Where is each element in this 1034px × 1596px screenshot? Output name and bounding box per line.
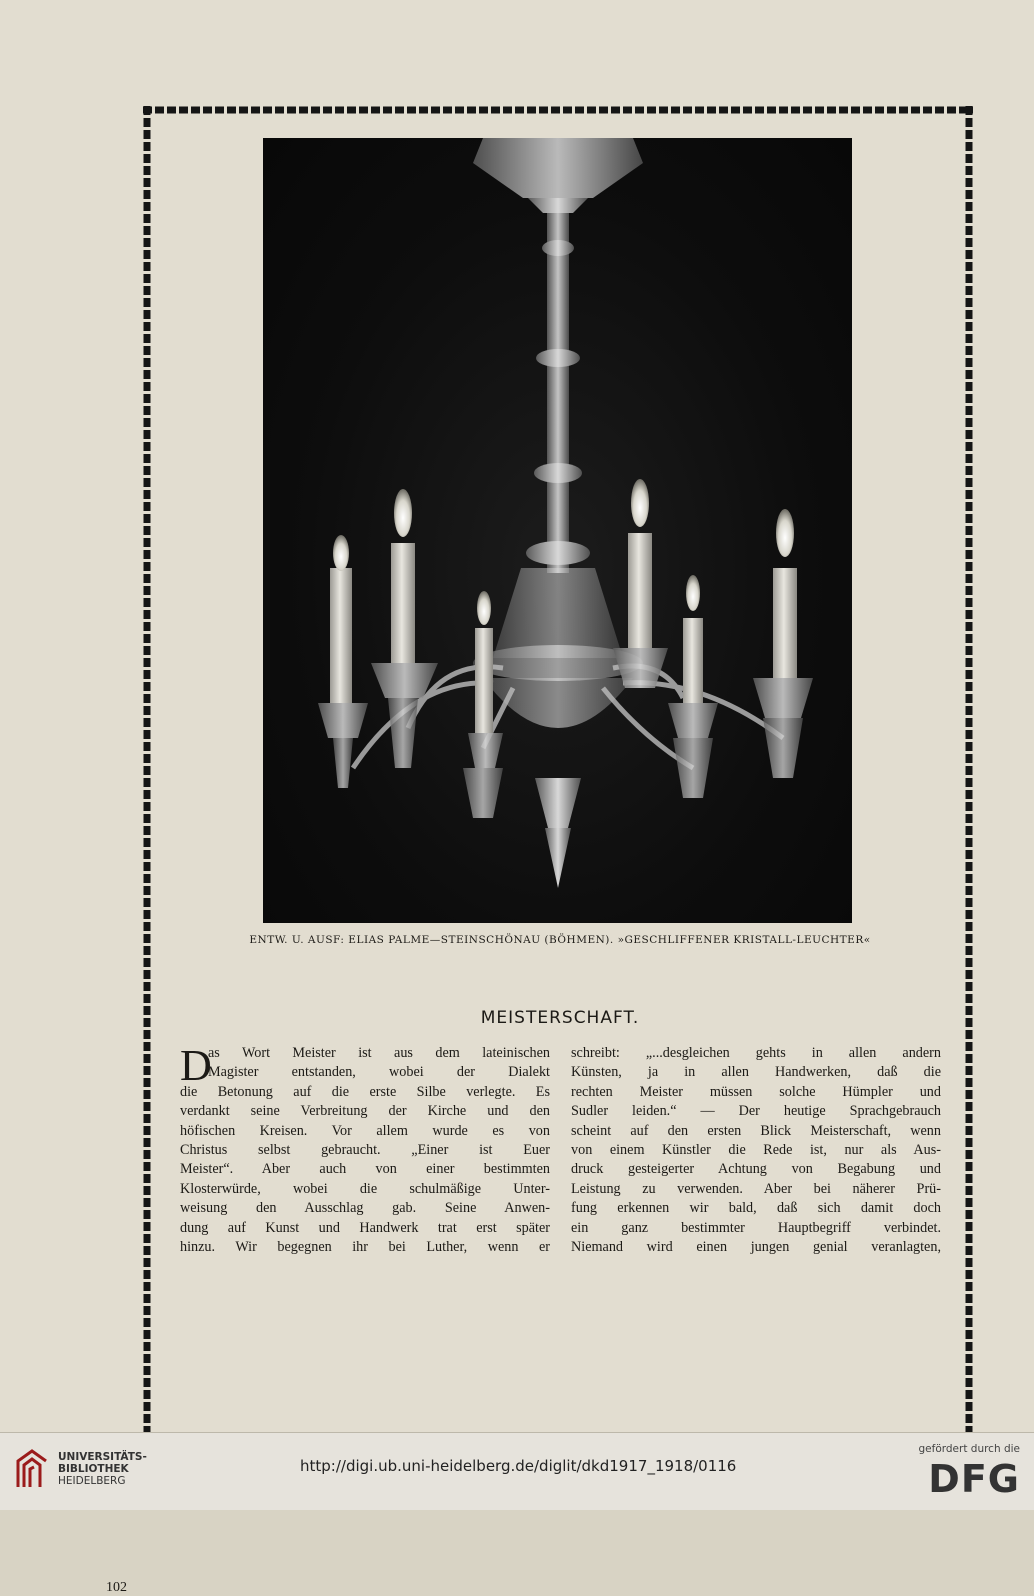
text-line: ein ganz bestimmter Hauptbegriff verbindet.	[571, 1219, 941, 1236]
text-line: höfischen Kreisen. Vor allem wurde es von	[180, 1122, 550, 1139]
library-logo-icon	[12, 1447, 52, 1493]
text-line: Christus selbst gebraucht. „Einer ist Euer	[180, 1142, 550, 1159]
text-line: fung erkennen wir bald, daß sich damit doch	[571, 1200, 941, 1217]
text-line: hinzu. Wir begegnen ihr bei Luther, wenn er	[180, 1239, 550, 1256]
text-line: von einem Künstler die Rede ist, nur als Aus-	[571, 1142, 941, 1159]
text-line: Niemand wird einen jungen genial veranlagten,	[571, 1239, 941, 1256]
photo-caption: ENTW. U. AUSF: ELIAS PALME—STEINSCHÖNAU (BÖHMEN). »GESCHLIFFENER KRISTALL-LEUCHTER«	[249, 934, 871, 946]
text-line: dung auf Kunst und Handwerk trat erst später	[180, 1219, 550, 1236]
text-line: scheint auf den ersten Blick Meisterschaft, wenn	[571, 1122, 941, 1139]
library-line: HEIDELBERG	[58, 1475, 126, 1487]
text-line: verdankt seine Verbreitung der Kirche und den	[180, 1103, 550, 1120]
text-line: schreibt: „...desgleichen gehts in allen andern	[571, 1045, 941, 1061]
page-number: 102	[106, 1580, 127, 1595]
permalink-url[interactable]: http://digi.ub.uni-heidelberg.de/diglit/dkd1917_1918/0116	[300, 1457, 737, 1475]
text-line: die Betonung auf die erste Silbe verlegte. Es	[180, 1083, 550, 1100]
text-line: druck gesteigerter Achtung von Begabung und	[571, 1161, 941, 1178]
text-line: rechten Meister müssen solche Hümpler und	[571, 1083, 941, 1100]
library-name	[58, 1451, 147, 1487]
library-line: BIBLIOTHEK	[58, 1463, 129, 1475]
text-line: Leistung zu verwenden. Aber bei näherer Prü-	[571, 1180, 941, 1197]
viewer-footer	[0, 1432, 1034, 1510]
drop-cap: D	[180, 1041, 212, 1090]
text-line: as Wort Meister ist aus dem lateinischen	[208, 1045, 550, 1061]
library-line: UNIVERSITÄTS-	[58, 1451, 147, 1463]
text-line: Meister“. Aber auch von einer bestimmten	[180, 1161, 550, 1178]
text-line: weisung den Ausschlag gab. Seine Anwen-	[180, 1200, 550, 1217]
text-line: Sudler leiden.“ — Der heutige Sprachgebrauch	[571, 1103, 941, 1120]
article-title: MEISTERSCHAFT.	[480, 1008, 640, 1028]
funded-by-label: gefördert durch die	[918, 1443, 1020, 1455]
dfg-logo: DFG	[928, 1457, 1020, 1501]
text-line: Magister entstanden, wobei der Dialekt	[208, 1064, 550, 1081]
text-line: Klosterwürde, wobei die schulmäßige Unter-	[180, 1180, 550, 1197]
text-line: Künsten, ja in allen Handwerken, daß die	[571, 1064, 941, 1081]
